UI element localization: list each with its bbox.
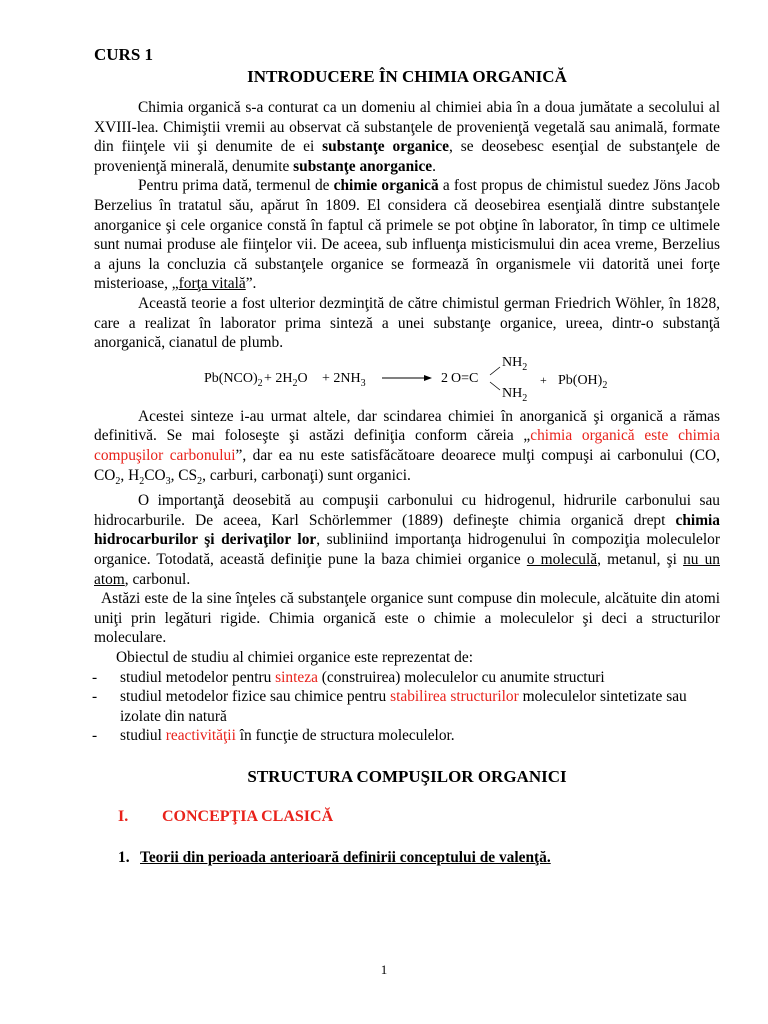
urea-core: O=C <box>451 370 479 386</box>
paragraph-5: O importanţă deosebită au compuşii carbonului cu hidrogenul, hidrurile carbonului sau hidrocarburile. De aceea, Karl Schörlemmer (1889) defineşte chimia organică drept chimia hidrocarburilor şi derivaţilor lor, subliniind importanţa hidrogenului în compoziţia moleculelor organice. Totodată, această definiţie pune la baza chimiei organice o moleculă, metanul, şi nu un atom, carbonul. <box>94 492 720 588</box>
page-number: 1 <box>380 962 388 977</box>
reactant-water: + $2H_2O$ <box>264 370 308 389</box>
paragraph-4: Acestei sinteze i-au urmat altele, dar scindarea chimiei în anorganică şi organică a rămas definitivă. Se mai foloseşte şi astăzi definiţia conform căreia „chimia organică este chimia compuşilor carbonului”, dar ea nu este satisfăcătoare deoarece mulţi compuşi ai carbonului (CO, $CO_2$, $H_2CO_3$, $CS_2$, carburi, carbonaţi) sunt organici. <box>94 407 720 487</box>
urea-nh2-bottom: $NH_2$ <box>502 385 528 404</box>
urea-nh2-top: $NH_2$ <box>502 354 528 373</box>
study-objectives-list <box>94 668 720 746</box>
plus-sign: + <box>540 372 547 387</box>
reactant-lead-cyanate: $Pb(NCO)_2$ <box>204 370 263 389</box>
paragraph-1: Chimia organică s-a conturat ca un domeniu al chimiei abia în a doua jumătate a secolului al XVIII-lea. Chimiştii vremii au observat că substanţele de provenienţă vegetală sau animală, formate din fiinţele vii şi denumite de ei substanţe organice, se deosebesc esenţial de substanţele de provenienţă minerală, denumite substanţe anorganice. <box>94 99 720 175</box>
list-item: - studiul reactivităţii în funcţie de structura moleculelor. <box>92 727 455 745</box>
section-title: STRUCTURA COMPUŞILOR ORGANICI <box>247 766 567 786</box>
document-page <box>94 44 720 868</box>
list-item: - studiul metodelor pentru sinteza (construirea) moleculelor cu anumite structuri <box>92 668 605 686</box>
course-label: CURS 1 <box>94 45 154 64</box>
paragraph-6: Astăzi este de la sine înţeles că substanţele organice sunt compuse din molecule, alcătuite din atomi uniţi prin legături rigide. Chimia organică este o chimie a moleculelor şi deci a structurilor moleculare. <box>94 590 720 647</box>
paragraph-3: Această teorie a fost ulterior dezminţită de către chimistul german Friedrich Wöhler, în 1828, care a realizat în laborator prima sinteză a unei substanţe organice, ureea, dintr-o substanţă anorganică, cianatul de plumb. <box>94 294 720 352</box>
page-title: INTRODUCERE ÎN CHIMIA ORGANICĂ <box>247 67 567 86</box>
subsection-heading: I. CONCEPŢIA CLASICĂ <box>118 807 334 825</box>
item-heading: 1. Teorii din perioada anterioară definirii conceptului de valenţă. <box>118 848 551 866</box>
product-lead-hydroxide: $Pb(OH)_2$ <box>558 372 608 391</box>
urea-coefficient: 2 <box>441 370 448 386</box>
paragraph-2: Pentru prima dată, termenul de chimie organică a fost propus de chimistul suedez Jöns Jacob Berzelius în tratatul său, apărut în 1809. El considera că deosebirea esenţială dintre substanţele anorganice şi cele organice constă în faptul că primele se pot obţine în laborator, în timp ce ultimele sunt numai produse ale fiinţelor vii. De aceea, sub influenţa misticismului din acea vreme, Berzelius a ajuns la concluzia că substanţele organice se formează în organismele vii datorită unei forţe misterioase, „forţa vitală”. <box>94 177 720 293</box>
reactant-ammonia: + $2NH_3$ <box>322 370 366 389</box>
paragraph-7: Obiectul de studiu al chimiei organice este reprezentat de: <box>116 648 473 666</box>
chemical-equation <box>94 353 720 407</box>
list-item: - studiul metodelor fizice sau chimice pentru stabilirea structurilor moleculelor sintetizate sau izolate din natură <box>92 688 687 725</box>
